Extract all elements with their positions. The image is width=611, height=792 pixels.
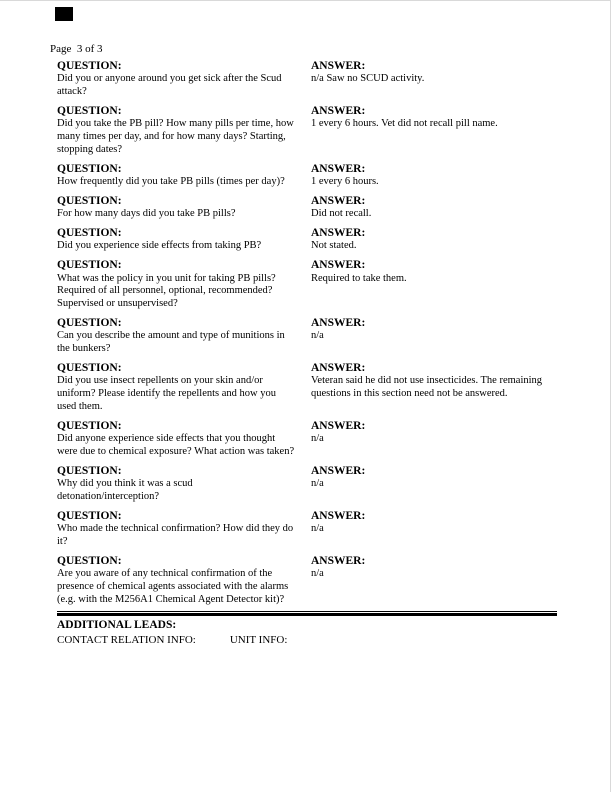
question-label: QUESTION:: [57, 259, 122, 272]
question-text: Who made the technical confirmation? How did they do it?: [57, 523, 294, 547]
answer-label: ANSWER:: [311, 419, 366, 432]
qa-row: [57, 104, 557, 157]
answer-text: Did not recall.: [311, 208, 372, 220]
question-label: QUESTION:: [57, 509, 122, 522]
answer-label: ANSWER:: [311, 464, 366, 477]
answer-column: [311, 554, 557, 581]
answer-column: [311, 194, 557, 221]
answer-text: 1 every 6 hours.: [311, 176, 379, 188]
answer-label: ANSWER:: [311, 227, 366, 240]
question-column: [57, 464, 311, 504]
answer-column: [311, 226, 557, 253]
question-column: [57, 258, 311, 311]
qa-row: [57, 361, 557, 414]
question-text: Are you aware of any technical confirmation of the presence of chemical agents associated with the alarms (e.g. with the M256A1 Chemical Agent Detector kit)?: [57, 568, 289, 605]
qa-row: [57, 554, 557, 607]
question-column: [57, 509, 311, 549]
answer-column: [311, 419, 557, 446]
question-text: Did you take the PB pill? How many pills per time, how many times per day, and for how many days? Starting, stopping dates?: [57, 118, 294, 155]
answer-column: [311, 258, 557, 285]
question-column: [57, 226, 311, 253]
question-label: QUESTION:: [57, 194, 122, 207]
additional-leads-footer: [57, 611, 557, 647]
question-text: Did you use insect repellents on your skin and/or uniform? Please identify the repellents and how you used them.: [57, 375, 276, 412]
answer-text: Veteran said he did not use insecticides. The remaining questions in this section need not be answered.: [311, 375, 543, 400]
answer-label: ANSWER:: [311, 60, 366, 72]
question-label: QUESTION:: [57, 104, 122, 117]
question-text: Why did you think it was a scud detonation/interception?: [57, 478, 193, 502]
answer-label: ANSWER:: [311, 162, 366, 175]
answer-text: Not stated.: [311, 240, 357, 252]
answer-text: 1 every 6 hours. Vet did not recall pill name.: [311, 118, 498, 130]
question-label: QUESTION:: [57, 60, 122, 72]
answer-label: ANSWER:: [311, 317, 366, 330]
answer-column: [311, 104, 557, 131]
section-divider: [57, 611, 557, 616]
qa-row: [57, 162, 557, 189]
qa-row: [57, 226, 557, 253]
question-column: [57, 419, 311, 459]
question-column: [57, 104, 311, 157]
question-label: QUESTION:: [57, 554, 122, 567]
qa-row: [57, 316, 557, 356]
answer-text: n/a: [311, 523, 324, 535]
question-label: QUESTION:: [57, 162, 122, 175]
question-label: QUESTION:: [57, 419, 122, 432]
answer-label: ANSWER:: [311, 554, 366, 567]
answer-label: ANSWER:: [311, 509, 366, 522]
qa-row: [57, 59, 557, 99]
question-text: Can you describe the amount and type of munitions in the bunkers?: [57, 330, 285, 355]
answer-text: Required to take them.: [311, 272, 407, 284]
qa-row: [57, 509, 557, 549]
answer-text: n/a Saw no SCUD activity.: [311, 73, 425, 85]
qa-row: [57, 194, 557, 221]
answer-text: n/a: [311, 568, 324, 580]
answer-label: ANSWER:: [311, 104, 366, 117]
answer-column: [311, 162, 557, 189]
answer-column: [311, 59, 557, 86]
additional-leads-label: ADDITIONAL LEADS:: [57, 619, 177, 632]
answer-label: ANSWER:: [311, 361, 366, 374]
answer-column: [311, 361, 557, 401]
answer-text: n/a: [311, 433, 324, 445]
question-label: QUESTION:: [57, 227, 122, 240]
question-label: QUESTION:: [57, 317, 122, 330]
answer-text: n/a: [311, 330, 324, 342]
question-column: [57, 554, 311, 607]
question-text: Did you experience side effects from taking PB?: [57, 240, 262, 252]
question-text: For how many days did you take PB pills?: [57, 208, 236, 220]
answer-label: ANSWER:: [311, 194, 366, 207]
question-text: Did anyone experience side effects that you thought were due to chemical exposure? What action was taken?: [57, 433, 295, 457]
question-text: How frequently did you take PB pills (times per day)?: [57, 176, 285, 188]
footer-info-line: [57, 633, 557, 647]
question-column: [57, 59, 311, 99]
unit-info-label: UNIT INFO:: [229, 634, 288, 647]
qa-row: [57, 258, 557, 311]
contact-relation-label: CONTACT RELATION INFO:: [57, 634, 196, 647]
question-column: [57, 162, 311, 189]
qa-row: [57, 464, 557, 504]
answer-text: n/a: [311, 478, 324, 490]
question-text: What was the policy in you unit for taking PB pills? Required of all personnel, optional, recommended? Supervised or unsupervised?: [57, 272, 276, 310]
answer-column: [311, 464, 557, 491]
answer-label: ANSWER:: [311, 259, 366, 272]
answer-column: [311, 509, 557, 536]
question-column: [57, 316, 311, 356]
question-label: QUESTION:: [57, 361, 122, 374]
question-column: [57, 361, 311, 414]
page-number: Page 3 of 3: [50, 43, 103, 55]
question-column: [57, 194, 311, 221]
qa-row: [57, 419, 557, 459]
question-text: Did you or anyone around you get sick after the Scud attack?: [57, 73, 282, 98]
qa-list: [57, 59, 557, 648]
scan-artifact-mark: [55, 7, 73, 21]
answer-column: [311, 316, 557, 343]
question-label: QUESTION:: [57, 464, 122, 477]
